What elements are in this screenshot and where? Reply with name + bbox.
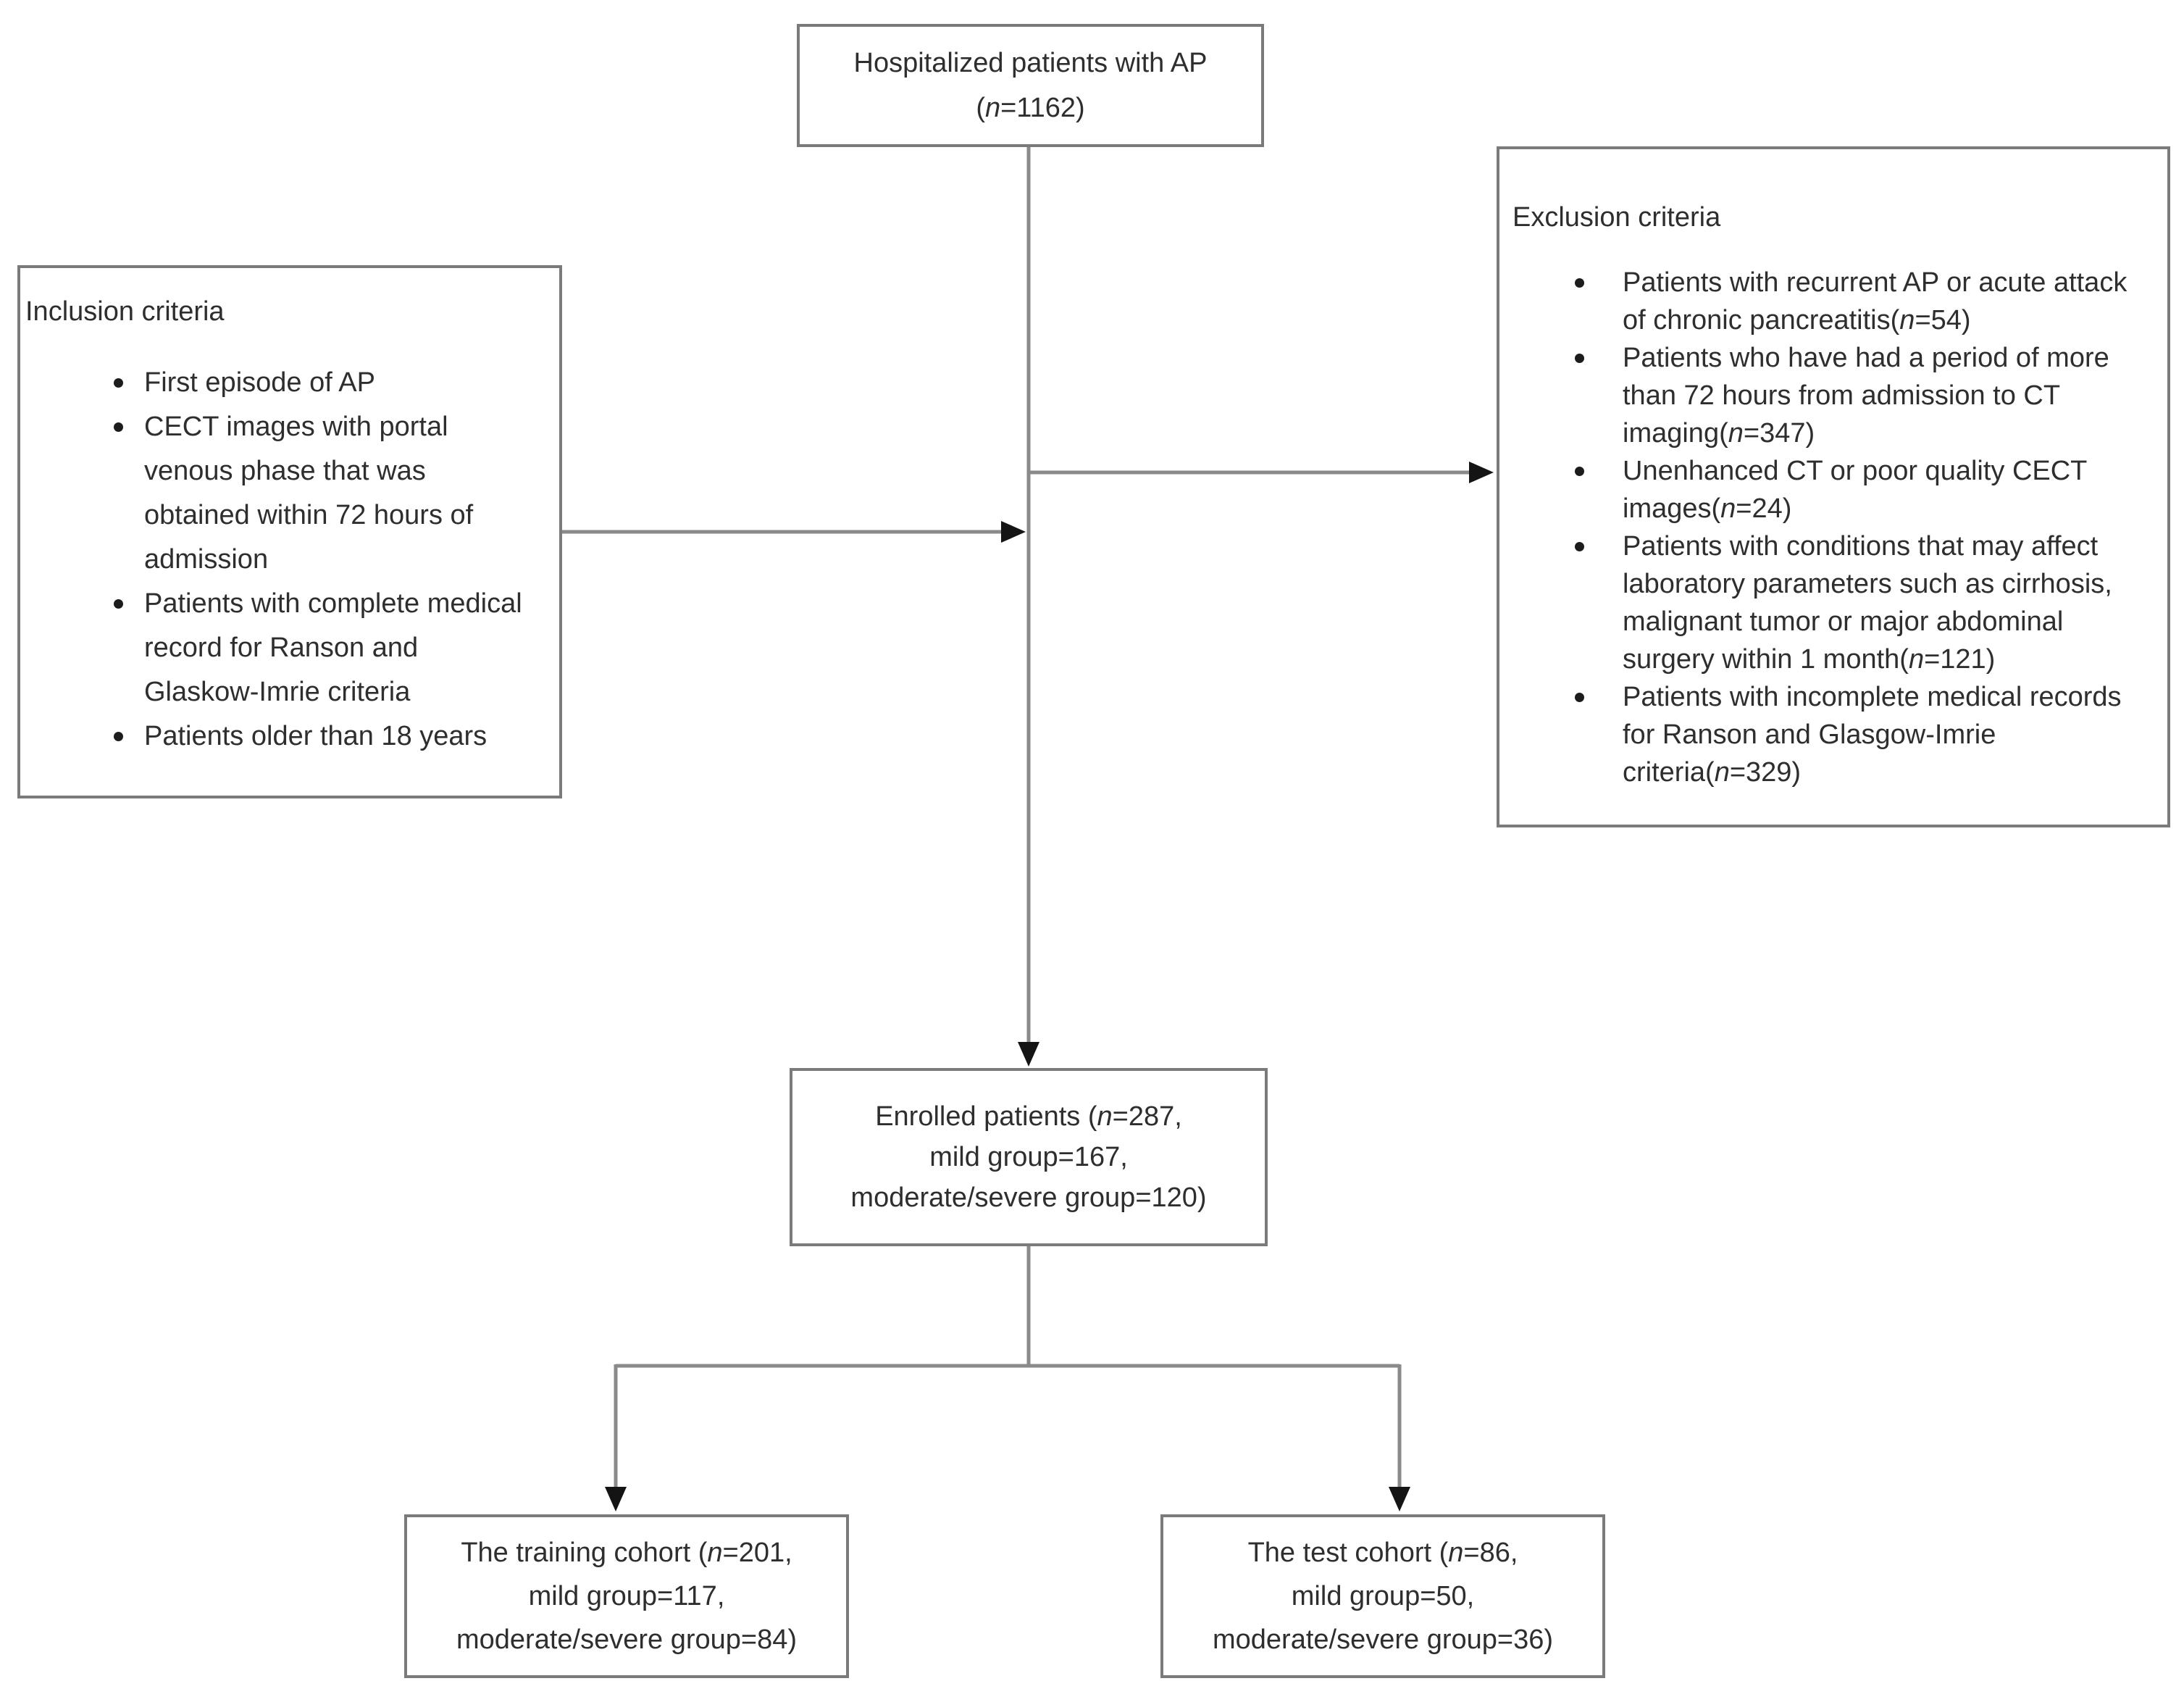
list-item: Patients with complete medical record for Ranson and Glaskow-Imrie criteria: [144, 582, 532, 714]
list-item: First episode of AP: [144, 361, 532, 405]
list-item: Patients with recurrent AP or acute attack of chronic pancreatitis(n=54): [1623, 264, 2144, 339]
arrowhead-inclusion: [1001, 521, 1026, 543]
box-enrolled-patients: [790, 1068, 1268, 1246]
box-line: mild group=167,: [929, 1142, 1128, 1172]
box-inclusion-criteria: [17, 265, 562, 798]
box-line: moderate/severe group=120): [850, 1182, 1207, 1213]
list-item: Patients older than 18 years: [144, 714, 532, 759]
box-line: mild group=117,: [528, 1581, 725, 1611]
box-line: Enrolled patients (n=287,: [875, 1101, 1182, 1132]
list-item: Patients with conditions that may affect laboratory parameters such as cirrhosis, malignant tumor or major abdominal surgery within 1 month(n=121): [1623, 527, 2144, 678]
list-item: Unenhanced CT or poor quality CECT images(n=24): [1623, 452, 2144, 527]
box-exclusion-criteria: [1497, 146, 2170, 827]
box-training-cohort: [404, 1514, 849, 1678]
box-line: (n=1162): [976, 93, 1085, 123]
box-line: Hospitalized patients with AP: [853, 48, 1208, 78]
exclusion-title: Exclusion criteria: [1513, 202, 1721, 233]
inclusion-title: Inclusion criteria: [25, 296, 225, 327]
list-item: Patients who have had a period of more than 72 hours from admission to CT imaging(n=347): [1623, 339, 2144, 452]
exclusion-list: [1499, 264, 2144, 791]
inclusion-list: [20, 361, 532, 759]
arrowhead-test: [1389, 1487, 1410, 1511]
box-hospitalized-patients: [797, 24, 1264, 147]
box-line: mild group=50,: [1291, 1581, 1475, 1611]
list-item: Patients with incomplete medical records for Ranson and Glasgow-Imrie criteria(n=329): [1623, 678, 2144, 791]
box-line: moderate/severe group=36): [1212, 1624, 1553, 1655]
box-line: The training cohort (n=201,: [461, 1538, 792, 1568]
list-item: CECT images with portal venous phase that was obtained within 72 hours of admission: [144, 405, 532, 582]
box-line: The test cohort (n=86,: [1247, 1538, 1518, 1568]
arrowhead-exclusion: [1469, 462, 1494, 483]
box-test-cohort: [1160, 1514, 1605, 1678]
arrowhead-training: [605, 1487, 627, 1511]
arrowhead-into-enrolled: [1018, 1042, 1039, 1067]
box-line: moderate/severe group=84): [456, 1624, 797, 1655]
